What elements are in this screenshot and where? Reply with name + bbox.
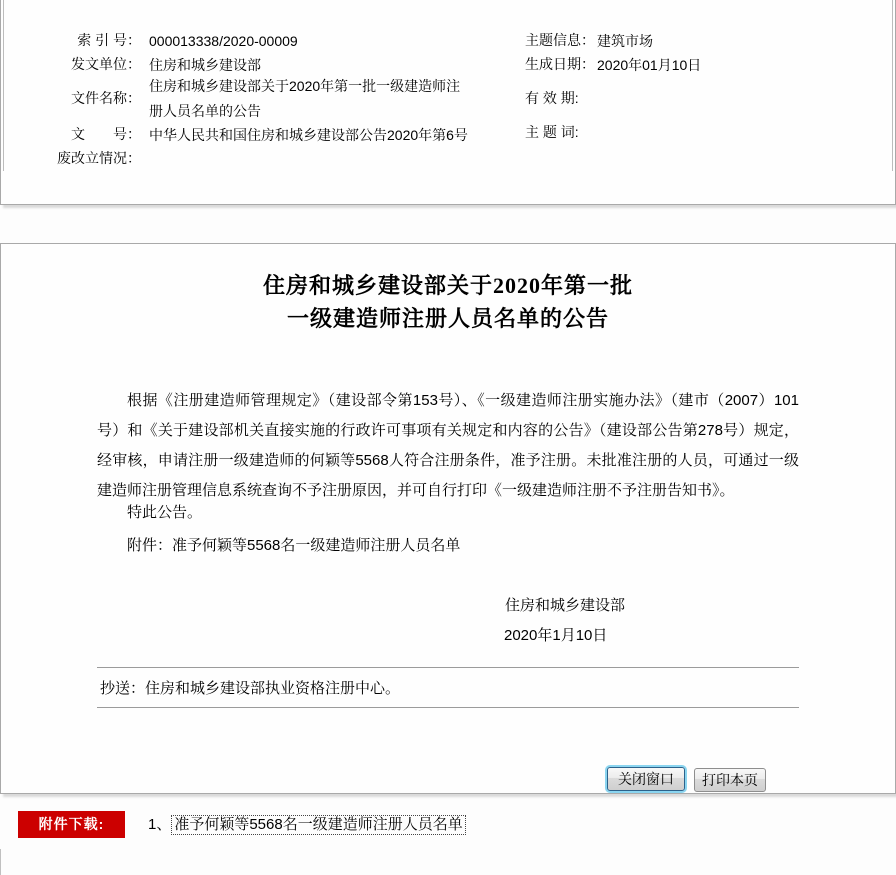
document-attachment-line: 附件：准予何颖等5568名一级建造师注册人员名单 [127,537,461,554]
cc-divider-bottom [97,707,799,708]
metadata-panel [0,0,896,205]
meta-label-repeal-status: 废改立情况： [57,150,141,166]
attachment-download-label: 附件下载: [18,811,125,838]
meta-label-subject-words: 主 题 词: [525,124,579,140]
meta-value-topic-info: 建筑市场 [597,33,653,49]
meta-value-file-name: 住房和城乡建设部关于2020年第一批一级建造师注册人员名单的公告 [149,78,461,119]
document-body-paragraph: 根据《注册建造师管理规定》（建设部令第153号）、《一级建造师注册实施办法》（建市（2007）101号）和《关于建设部机关直接实施的行政许可事项有关规定和内容的公告》（建设部公告第278号）规定，经审核，申请注册一级建造师的何颖等5568人符合注册条件，准予注册。未批准注册的人员，可通过一级建造师注册管理信息系统查询不予注册原因，并可自行打印《一级建造师注册不予注册告知书》。 [97,392,799,499]
meta-value-doc-number: 中华人民共和国住房和城乡建设部公告2020年第6号 [149,127,468,143]
document-title-line1: 住房和城乡建设部关于2020年第一批 [262,273,633,298]
attachment-download-row [148,815,466,835]
close-window-button[interactable]: 关闭窗口 [607,767,685,791]
meta-value-index-number: 000013338/2020-00009 [149,33,298,49]
cc-divider-top [97,667,799,668]
meta-label-file-name: 文件名称： [71,90,141,106]
meta-label-create-date: 生成日期： [525,56,595,72]
document-title-line2: 一级建造师注册人员名单的公告 [286,306,609,331]
attachment-download-link[interactable]: 准予何颖等5568名一级建造师注册人员名单 [171,815,465,835]
meta-label-index-number: 索 引 号： [77,32,141,48]
meta-value-issuing-unit: 住房和城乡建设部 [149,57,261,73]
document-cc-line: 抄送：住房和城乡建设部执业资格注册中心。 [100,680,401,697]
print-page-button[interactable]: 打印本页 [694,768,766,792]
meta-label-valid-period: 有 效 期: [525,90,579,106]
document-sign-date: 2020年1月10日 [504,627,608,644]
meta-value-create-date: 2020年01月10日 [597,57,702,73]
attachment-item-number: 1、 [148,816,172,833]
meta-label-doc-number: 文 号： [71,126,141,142]
document-closing-line: 特此公告。 [127,504,203,521]
meta-label-issuing-unit: 发文单位： [71,56,141,72]
next-panel-edge [0,849,8,875]
meta-label-topic-info: 主题信息： [525,32,595,48]
document-signer: 住房和城乡建设部 [505,597,626,614]
